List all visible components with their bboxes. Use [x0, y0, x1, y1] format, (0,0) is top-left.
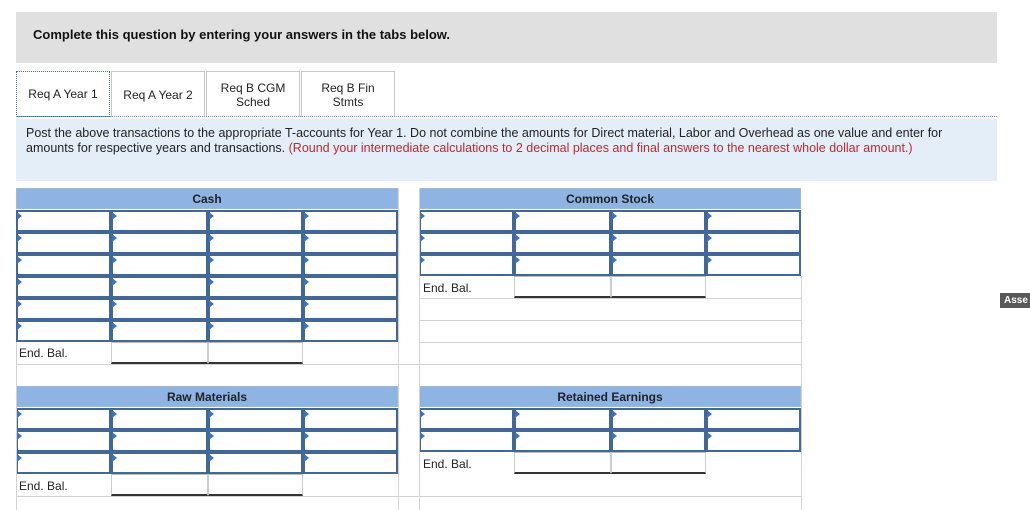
dropdown-marker-icon	[304, 410, 309, 418]
common-stock-entry-cell[interactable]	[419, 210, 514, 232]
dropdown-marker-icon	[515, 432, 520, 440]
instructions-header	[16, 12, 997, 63]
dropdown-marker-icon	[304, 278, 309, 286]
dropdown-marker-icon	[17, 278, 22, 286]
raw-materials-entry-cell[interactable]	[111, 430, 208, 452]
cash-entry-cell[interactable]	[111, 210, 208, 232]
cash-entry-cell[interactable]	[208, 232, 303, 254]
dropdown-marker-icon	[515, 234, 520, 242]
cash-entry-cell[interactable]	[16, 210, 111, 232]
cash-end-balance-debit[interactable]	[111, 342, 208, 364]
dropdown-marker-icon	[304, 256, 309, 264]
raw-materials-end-balance-label: End. Bal.	[19, 479, 68, 493]
raw-materials-entry-cell[interactable]	[16, 408, 111, 430]
common-stock-end-balance-debit[interactable]	[514, 276, 611, 298]
cash-account-header: Cash	[16, 188, 398, 209]
cash-entry-cell[interactable]	[303, 320, 398, 342]
raw-materials-entry-cell[interactable]	[16, 430, 111, 452]
common-stock-entry-cell[interactable]	[706, 232, 801, 254]
cash-entry-cell[interactable]	[208, 276, 303, 298]
retained-earnings-end-balance-debit[interactable]	[514, 452, 611, 474]
cash-entry-cell[interactable]	[208, 320, 303, 342]
dropdown-marker-icon	[420, 432, 425, 440]
grid-line	[801, 276, 802, 510]
header-title: Complete this question by entering your answers in the tabs below.	[33, 27, 451, 42]
tab-req-a-year-2[interactable]: Req A Year 2	[111, 71, 205, 117]
cash-entry-cell[interactable]	[208, 298, 303, 320]
cash-entry-cell[interactable]	[303, 276, 398, 298]
cash-entry-cell[interactable]	[16, 276, 111, 298]
dropdown-marker-icon	[209, 256, 214, 264]
common-stock-entry-cell[interactable]	[611, 210, 706, 232]
dropdown-marker-icon	[707, 234, 712, 242]
raw-materials-entry-cell[interactable]	[208, 452, 303, 474]
dropdown-marker-icon	[707, 410, 712, 418]
dropdown-marker-icon	[112, 454, 117, 462]
grid-line	[16, 496, 801, 497]
common-stock-entry-cell[interactable]	[611, 254, 706, 276]
dropdown-marker-icon	[515, 410, 520, 418]
dropdown-marker-icon	[707, 212, 712, 220]
dropdown-marker-icon	[209, 432, 214, 440]
tab-req-b-cgm-sched[interactable]: Req B CGM Sched	[206, 71, 300, 117]
dropdown-marker-icon	[17, 212, 22, 220]
common-stock-entry-cell[interactable]	[514, 254, 611, 276]
raw-materials-end-balance-debit[interactable]	[111, 474, 208, 496]
dropdown-marker-icon	[707, 432, 712, 440]
dropdown-marker-icon	[112, 256, 117, 264]
common-stock-entry-cell[interactable]	[611, 232, 706, 254]
dropdown-marker-icon	[420, 234, 425, 242]
retained-earnings-entry-cell[interactable]	[419, 408, 514, 430]
dropdown-marker-icon	[209, 234, 214, 242]
raw-materials-end-balance-credit[interactable]	[208, 474, 303, 496]
dropdown-marker-icon	[612, 256, 617, 264]
dropdown-marker-icon	[612, 410, 617, 418]
rounding-note: (Round your intermediate calculations to 2 decimal places and final answers to the nearest whole dollar amount.)	[288, 141, 913, 155]
dropdown-marker-icon	[17, 410, 22, 418]
grid-line	[419, 320, 801, 321]
retained-earnings-entry-cell[interactable]	[514, 430, 611, 452]
tab-req-a-year-1[interactable]: Req A Year 1	[16, 71, 110, 117]
retained-earnings-entry-cell[interactable]	[706, 408, 801, 430]
grid-line	[419, 298, 801, 299]
dropdown-marker-icon	[209, 322, 214, 330]
dropdown-marker-icon	[304, 234, 309, 242]
common-stock-entry-cell[interactable]	[419, 254, 514, 276]
dropdown-marker-icon	[612, 432, 617, 440]
dropdown-marker-icon	[612, 212, 617, 220]
common-stock-entry-cell[interactable]	[706, 210, 801, 232]
dropdown-marker-icon	[112, 410, 117, 418]
dropdown-marker-icon	[17, 234, 22, 242]
cash-entry-cell[interactable]	[16, 254, 111, 276]
common-stock-entry-cell[interactable]	[514, 232, 611, 254]
raw-materials-entry-cell[interactable]	[303, 452, 398, 474]
dropdown-marker-icon	[515, 256, 520, 264]
cash-entry-cell[interactable]	[111, 232, 208, 254]
retained-earnings-entry-cell[interactable]	[611, 430, 706, 452]
dropdown-marker-icon	[112, 432, 117, 440]
retained-earnings-end-balance-credit[interactable]	[611, 452, 706, 474]
common-stock-entry-cell[interactable]	[514, 210, 611, 232]
cash-entry-cell[interactable]	[111, 254, 208, 276]
dropdown-marker-icon	[707, 256, 712, 264]
cash-entry-cell[interactable]	[303, 232, 398, 254]
tab-req-b-fin-stmts[interactable]: Req B Fin Stmts	[301, 71, 395, 117]
retained-earnings-entry-cell[interactable]	[419, 430, 514, 452]
retained-earnings-entry-cell[interactable]	[611, 408, 706, 430]
grid-line	[419, 188, 420, 510]
side-tab-button[interactable]: Asse	[1000, 293, 1030, 308]
cash-entry-cell[interactable]	[208, 254, 303, 276]
dropdown-marker-icon	[112, 300, 117, 308]
cash-end-balance-credit[interactable]	[208, 342, 303, 364]
dropdown-marker-icon	[209, 454, 214, 462]
dropdown-marker-icon	[112, 322, 117, 330]
raw-materials-entry-cell[interactable]	[208, 408, 303, 430]
raw-materials-entry-cell[interactable]	[208, 430, 303, 452]
raw-materials-entry-cell[interactable]	[16, 452, 111, 474]
tab-divider	[16, 116, 997, 117]
retained-earnings-entry-cell[interactable]	[514, 408, 611, 430]
cash-entry-cell[interactable]	[16, 298, 111, 320]
common-stock-account-header: Common Stock	[419, 188, 801, 209]
common-stock-end-balance-label: End. Bal.	[423, 281, 472, 295]
dropdown-marker-icon	[515, 212, 520, 220]
dropdown-marker-icon	[304, 300, 309, 308]
retained-earnings-entry-cell[interactable]	[706, 430, 801, 452]
raw-materials-entry-cell[interactable]	[111, 408, 208, 430]
raw-materials-entry-cell[interactable]	[111, 452, 208, 474]
cash-end-balance-label: End. Bal.	[19, 346, 68, 360]
dropdown-marker-icon	[612, 234, 617, 242]
retained-earnings-end-balance-label: End. Bal.	[423, 457, 472, 471]
grid-line	[16, 364, 801, 365]
dropdown-marker-icon	[420, 212, 425, 220]
grid-line	[16, 342, 17, 510]
common-stock-end-balance-credit[interactable]	[611, 276, 706, 298]
retained-earnings-account-header: Retained Earnings	[419, 386, 801, 407]
dropdown-marker-icon	[17, 256, 22, 264]
dropdown-marker-icon	[420, 410, 425, 418]
raw-materials-entry-cell[interactable]	[303, 430, 398, 452]
dropdown-marker-icon	[420, 256, 425, 264]
dropdown-marker-icon	[209, 300, 214, 308]
dropdown-marker-icon	[304, 454, 309, 462]
common-stock-entry-cell[interactable]	[706, 254, 801, 276]
cash-entry-cell[interactable]	[111, 320, 208, 342]
tab-bar	[16, 71, 396, 117]
instructions-box	[16, 119, 997, 181]
dropdown-marker-icon	[304, 212, 309, 220]
cash-entry-cell[interactable]	[303, 210, 398, 232]
dropdown-marker-icon	[17, 322, 22, 330]
dropdown-marker-icon	[17, 432, 22, 440]
cash-entry-cell[interactable]	[111, 298, 208, 320]
instructions-text: Post the above transactions to the appropriate T-accounts for Year 1. Do not combine the amounts for Direct material, Labor and Overhead as one value and enter for amounts for respective years and transactions.	[26, 126, 943, 155]
cash-entry-cell[interactable]	[303, 254, 398, 276]
common-stock-entry-cell[interactable]	[419, 232, 514, 254]
cash-entry-cell[interactable]	[16, 320, 111, 342]
cash-entry-cell[interactable]	[111, 276, 208, 298]
cash-entry-cell[interactable]	[16, 232, 111, 254]
dropdown-marker-icon	[112, 278, 117, 286]
dropdown-marker-icon	[304, 432, 309, 440]
grid-line	[398, 188, 399, 510]
dropdown-marker-icon	[209, 410, 214, 418]
raw-materials-entry-cell[interactable]	[303, 408, 398, 430]
dropdown-marker-icon	[209, 278, 214, 286]
dropdown-marker-icon	[304, 322, 309, 330]
dropdown-marker-icon	[112, 212, 117, 220]
cash-entry-cell[interactable]	[208, 210, 303, 232]
dropdown-marker-icon	[17, 454, 22, 462]
cash-entry-cell[interactable]	[303, 298, 398, 320]
dropdown-marker-icon	[209, 212, 214, 220]
raw-materials-account-header: Raw Materials	[16, 386, 398, 407]
dropdown-marker-icon	[17, 300, 22, 308]
dropdown-marker-icon	[112, 234, 117, 242]
grid-line	[419, 342, 801, 343]
